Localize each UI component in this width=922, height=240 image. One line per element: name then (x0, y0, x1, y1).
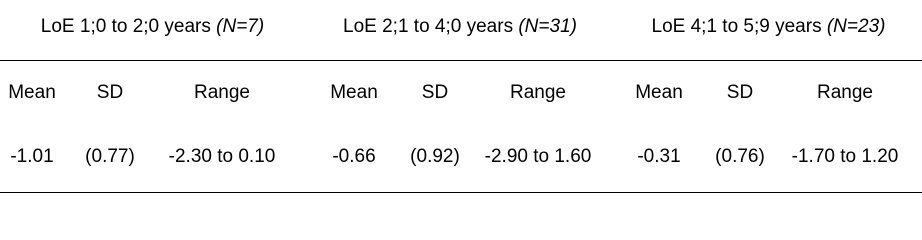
subheader-sd: SD (96, 82, 124, 103)
group-header-row (0, 12, 922, 42)
subheader-range: Range (817, 82, 873, 103)
subheader-sd: SD (421, 82, 449, 103)
cell-sd: (0.77) (85, 146, 135, 167)
group-header-1 (0, 12, 305, 42)
cell-range: -2.30 to 0.10 (168, 146, 276, 167)
group-label: LoE 1;0 to 2;0 years (40, 16, 211, 37)
cell-mean: -0.31 (637, 146, 681, 167)
group-header-3 (615, 12, 922, 42)
group-n: (N=7) (216, 16, 265, 37)
subheader-sd: SD (726, 82, 754, 103)
group-n: (N=31) (518, 16, 577, 37)
table-row (0, 142, 922, 172)
cell-mean: -0.66 (332, 146, 376, 167)
cell-sd: (0.76) (715, 146, 765, 167)
cell-range: -1.70 to 1.20 (791, 146, 899, 167)
cell-range: -2.90 to 1.60 (484, 146, 592, 167)
group-header-2 (305, 12, 615, 42)
cell-sd: (0.92) (410, 146, 460, 167)
subheader-range: Range (194, 82, 250, 103)
group-label: LoE 4;1 to 5;9 years (651, 16, 822, 37)
group-n: (N=23) (826, 16, 886, 37)
bottom-rule (0, 192, 922, 193)
cell-mean: -1.01 (10, 146, 54, 167)
group-label: LoE 2;1 to 4;0 years (343, 16, 514, 37)
header-divider (0, 60, 922, 61)
subheader-row (0, 78, 922, 108)
subheader-range: Range (510, 82, 566, 103)
subheader-mean: Mean (8, 82, 56, 103)
subheader-mean: Mean (330, 82, 378, 103)
subheader-mean: Mean (635, 82, 683, 103)
